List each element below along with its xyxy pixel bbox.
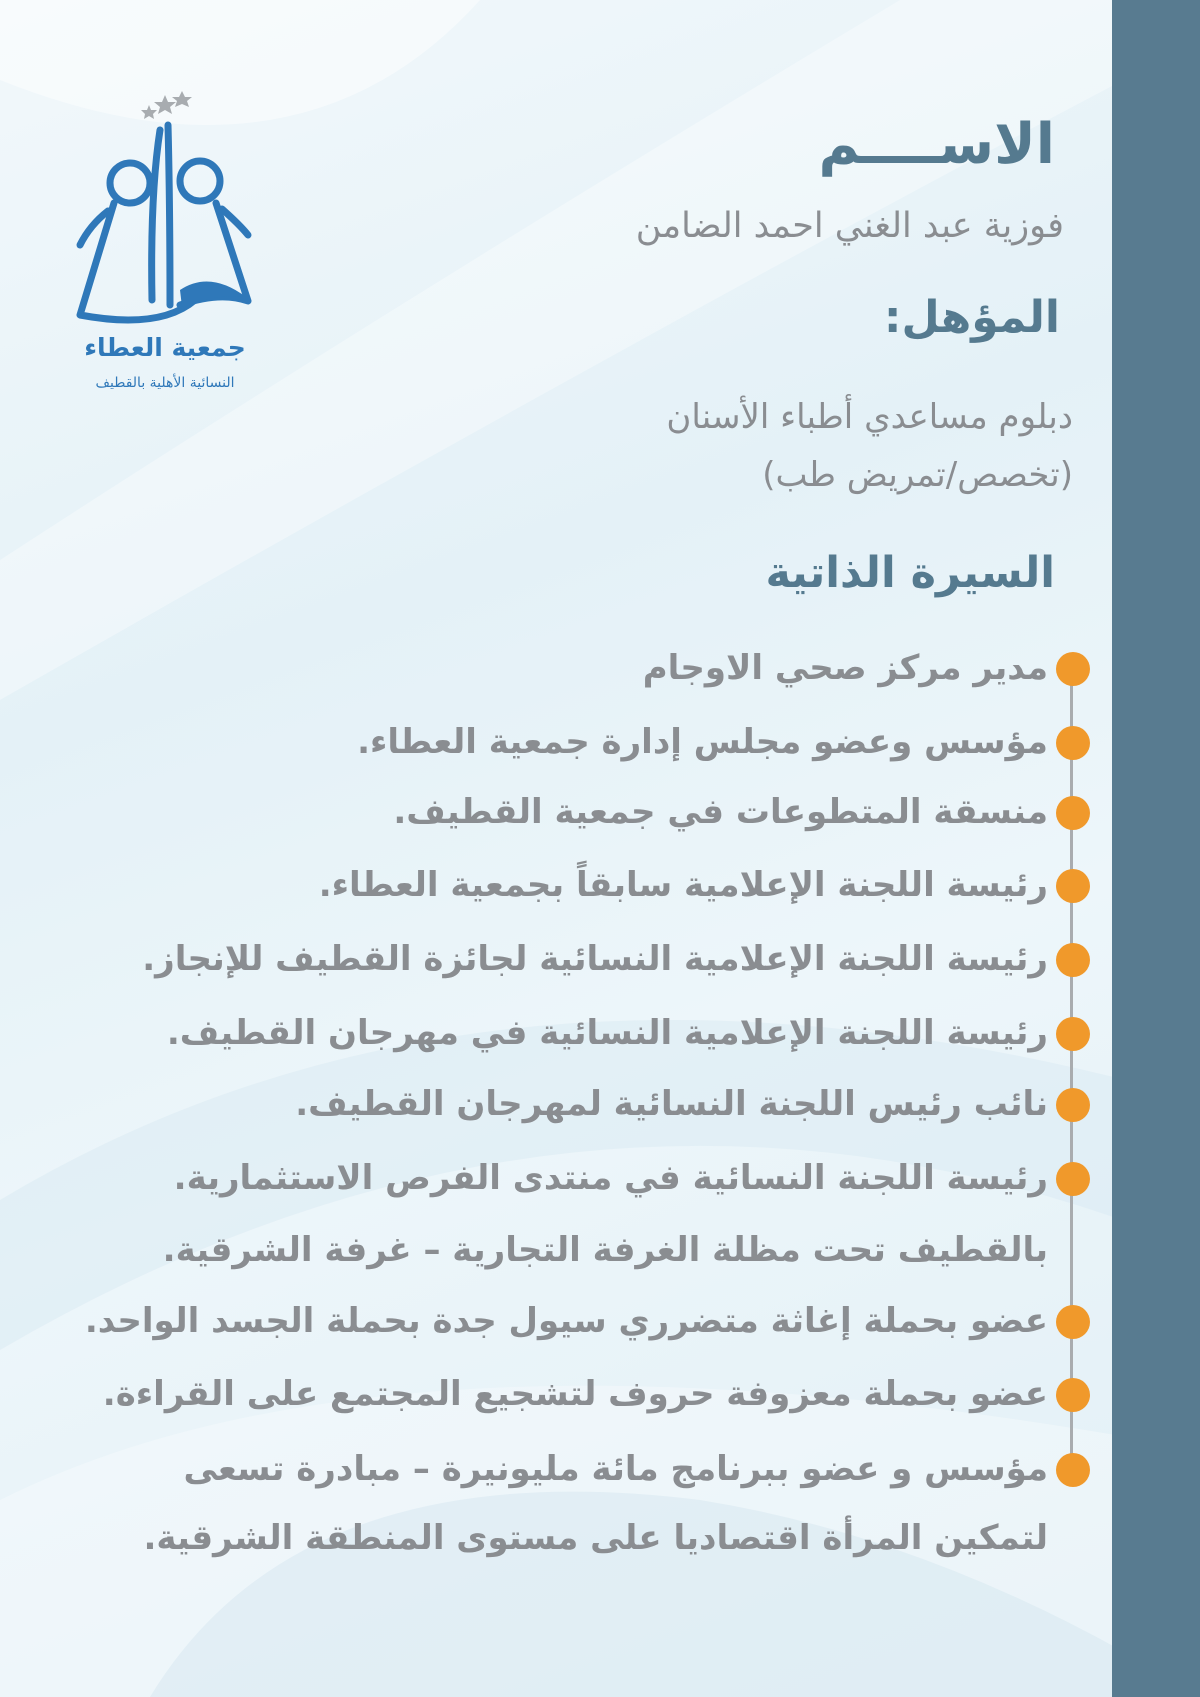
cv-item-text: منسقة المتطوعات في جمعية القطيف. — [393, 792, 1048, 832]
cv-item-text: عضو بحملة إغاثة متضرري سيول جدة بحملة الجسد الواحد. — [84, 1301, 1048, 1341]
cv-item-text: مدير مركز صحي الاوجام — [642, 648, 1048, 688]
logo-organization-name: جمعية العطاء — [84, 333, 246, 362]
bullet-dot-icon — [1056, 726, 1090, 760]
cv-list-item — [142, 939, 1048, 979]
cv-item-text: عضو بحملة معزوفة حروف لتشجيع المجتمع على القراءة. — [102, 1374, 1048, 1414]
qualification-line: دبلوم مساعدي أطباء الأسنان — [666, 397, 1073, 437]
cv-item-text: رئيسة اللجنة الإعلامية سابقاً بجمعية العطاء. — [318, 865, 1048, 905]
cv-list-item — [85, 1301, 1048, 1341]
cv-item-text: رئيسة اللجنة الإعلامية النسائية لجائزة القطيف للإنجاز. — [142, 939, 1048, 979]
cv-list-item — [643, 648, 1048, 688]
name-heading: الاســــم — [818, 112, 1055, 177]
qualification-heading: المؤهل: — [883, 292, 1060, 343]
cv-item-text: رئيسة اللجنة النسائية في منتدى الفرص الاستثمارية. — [173, 1158, 1048, 1198]
cv-heading: السيرة الذاتية — [765, 548, 1055, 598]
cv-list-item — [357, 722, 1048, 762]
cv-list-item-continuation — [143, 1518, 1048, 1558]
bullet-dot-icon — [1056, 652, 1090, 686]
name-value: فوزية عبد الغني احمد الضامن — [635, 206, 1064, 246]
cv-item-text: بالقطيف تحت مظلة الغرفة التجارية – غرفة الشرقية. — [162, 1230, 1048, 1270]
cv-list-item — [183, 1449, 1048, 1489]
cv-item-text: رئيسة اللجنة الإعلامية النسائية في مهرجان القطيف. — [166, 1013, 1048, 1053]
bullet-dot-icon — [1056, 1017, 1090, 1051]
cv-list-item — [167, 1013, 1048, 1053]
bullet-dot-icon — [1056, 1162, 1090, 1196]
bullet-dot-icon — [1056, 943, 1090, 977]
bullet-dot-icon — [1056, 1305, 1090, 1339]
cv-list-item — [174, 1158, 1048, 1198]
cv-item-text: مؤسس و عضو ببرنامج مائة مليونيرة – مبادرة تسعى — [183, 1449, 1048, 1489]
logo-tagline: النسائية الأهلية بالقطيف — [95, 375, 235, 391]
cv-item-text: مؤسس وعضو مجلس إدارة جمعية العطاء. — [357, 722, 1048, 762]
bullet-dot-icon — [1056, 1088, 1090, 1122]
cv-list-item — [295, 1084, 1048, 1124]
bullet-dot-icon — [1056, 796, 1090, 830]
cv-list-item — [319, 865, 1048, 905]
cv-list-item — [103, 1374, 1048, 1414]
cv-list-item — [393, 792, 1048, 832]
bullet-dot-icon — [1056, 1378, 1090, 1412]
bullet-dot-icon — [1056, 1453, 1090, 1487]
qualification-line: (تخصص/تمريض طب) — [762, 455, 1073, 495]
bullet-dot-icon — [1056, 869, 1090, 903]
cv-list-item-continuation — [163, 1230, 1048, 1270]
cv-item-text: لتمكين المرأة اقتصاديا على مستوى المنطقة الشرقية. — [143, 1518, 1048, 1558]
cv-item-text: نائب رئيس اللجنة النسائية لمهرجان القطيف. — [295, 1084, 1048, 1124]
